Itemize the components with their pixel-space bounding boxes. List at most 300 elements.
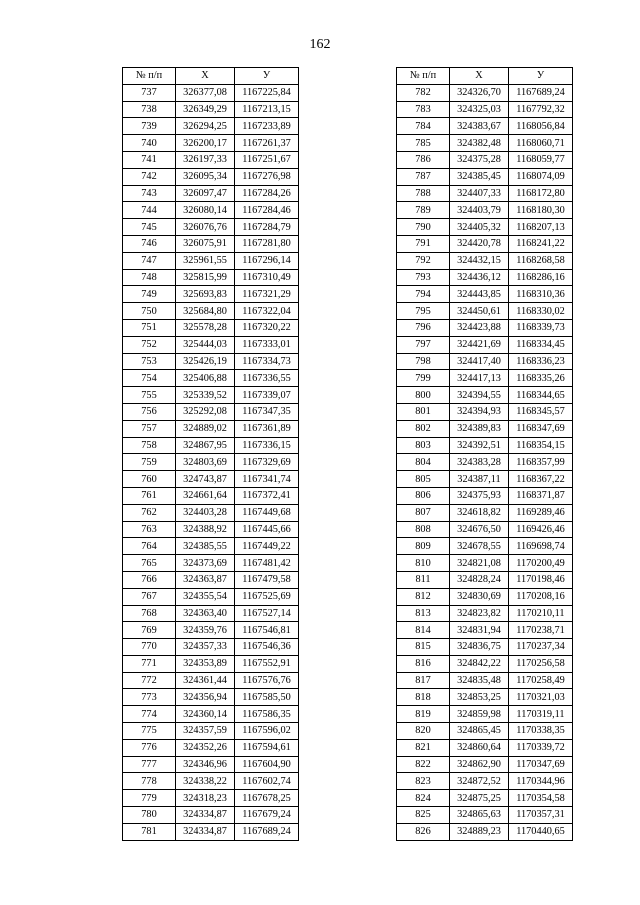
cell-x: 324618,82 bbox=[450, 504, 509, 521]
cell-y: 1168345,57 bbox=[509, 403, 573, 420]
table-row bbox=[397, 336, 573, 353]
cell-y: 1170344,96 bbox=[509, 773, 573, 790]
cell-x: 324387,11 bbox=[450, 471, 509, 488]
cell-y: 1167689,24 bbox=[509, 84, 573, 101]
cell-number: 745 bbox=[123, 219, 176, 236]
cell-x: 324389,83 bbox=[450, 420, 509, 437]
cell-number: 807 bbox=[397, 504, 450, 521]
cell-y: 1167336,55 bbox=[235, 370, 299, 387]
cell-x: 324867,95 bbox=[176, 437, 235, 454]
cell-y: 1167276,98 bbox=[235, 168, 299, 185]
cell-number: 821 bbox=[397, 739, 450, 756]
table-row bbox=[123, 219, 299, 236]
cell-y: 1167284,46 bbox=[235, 202, 299, 219]
cell-x: 326075,91 bbox=[176, 235, 235, 252]
table-row bbox=[123, 420, 299, 437]
cell-number: 785 bbox=[397, 135, 450, 152]
cell-number: 743 bbox=[123, 185, 176, 202]
cell-y: 1170210,11 bbox=[509, 605, 573, 622]
table-row bbox=[123, 471, 299, 488]
table-row bbox=[123, 588, 299, 605]
cell-y: 1167296,14 bbox=[235, 252, 299, 269]
cell-y: 1167481,42 bbox=[235, 555, 299, 572]
cell-y: 1170321,03 bbox=[509, 689, 573, 706]
cell-y: 1167320,22 bbox=[235, 319, 299, 336]
cell-number: 759 bbox=[123, 454, 176, 471]
cell-y: 1167310,49 bbox=[235, 269, 299, 286]
column-header-x: X bbox=[450, 68, 509, 85]
cell-y: 1167449,22 bbox=[235, 538, 299, 555]
cell-y: 1168334,45 bbox=[509, 336, 573, 353]
cell-number: 779 bbox=[123, 790, 176, 807]
table-row bbox=[397, 521, 573, 538]
cell-number: 768 bbox=[123, 605, 176, 622]
table-row bbox=[123, 689, 299, 706]
cell-x: 324743,87 bbox=[176, 471, 235, 488]
cell-number: 801 bbox=[397, 403, 450, 420]
column-header-x: X bbox=[176, 68, 235, 85]
cell-x: 325292,08 bbox=[176, 403, 235, 420]
cell-y: 1168344,65 bbox=[509, 387, 573, 404]
cell-y: 1168310,36 bbox=[509, 286, 573, 303]
cell-number: 815 bbox=[397, 639, 450, 656]
cell-x: 324853,25 bbox=[450, 689, 509, 706]
cell-y: 1167251,67 bbox=[235, 151, 299, 168]
cell-x: 324420,78 bbox=[450, 235, 509, 252]
cell-number: 778 bbox=[123, 773, 176, 790]
coordinates-table-right-body bbox=[397, 84, 573, 840]
cell-x: 324334,87 bbox=[176, 807, 235, 824]
cell-x: 324676,50 bbox=[450, 521, 509, 538]
cell-x: 324821,08 bbox=[450, 555, 509, 572]
table-row bbox=[397, 823, 573, 840]
cell-x: 324423,88 bbox=[450, 319, 509, 336]
cell-x: 324382,48 bbox=[450, 135, 509, 152]
cell-y: 1168207,13 bbox=[509, 219, 573, 236]
cell-x: 324678,55 bbox=[450, 538, 509, 555]
cell-x: 324432,15 bbox=[450, 252, 509, 269]
cell-number: 805 bbox=[397, 471, 450, 488]
cell-x: 324359,76 bbox=[176, 622, 235, 639]
cell-number: 802 bbox=[397, 420, 450, 437]
cell-number: 788 bbox=[397, 185, 450, 202]
cell-y: 1168336,23 bbox=[509, 353, 573, 370]
cell-number: 767 bbox=[123, 588, 176, 605]
cell-number: 812 bbox=[397, 588, 450, 605]
cell-y: 1168060,71 bbox=[509, 135, 573, 152]
cell-number: 776 bbox=[123, 739, 176, 756]
table-row bbox=[397, 487, 573, 504]
table-row bbox=[123, 101, 299, 118]
table-row bbox=[123, 790, 299, 807]
table-row bbox=[123, 437, 299, 454]
cell-x: 326377,08 bbox=[176, 84, 235, 101]
cell-number: 799 bbox=[397, 370, 450, 387]
cell-number: 782 bbox=[397, 84, 450, 101]
table-row bbox=[123, 605, 299, 622]
table-row bbox=[397, 185, 573, 202]
cell-x: 324443,85 bbox=[450, 286, 509, 303]
cell-number: 751 bbox=[123, 319, 176, 336]
cell-y: 1167333,01 bbox=[235, 336, 299, 353]
table-header-row bbox=[397, 68, 573, 85]
cell-x: 324363,40 bbox=[176, 605, 235, 622]
table-row bbox=[123, 622, 299, 639]
cell-x: 324403,79 bbox=[450, 202, 509, 219]
table-row bbox=[397, 269, 573, 286]
table-row bbox=[123, 487, 299, 504]
cell-number: 784 bbox=[397, 118, 450, 135]
cell-number: 795 bbox=[397, 303, 450, 320]
cell-y: 1167552,91 bbox=[235, 655, 299, 672]
table-row bbox=[397, 319, 573, 336]
cell-x: 326095,34 bbox=[176, 168, 235, 185]
cell-number: 738 bbox=[123, 101, 176, 118]
cell-number: 820 bbox=[397, 723, 450, 740]
cell-y: 1167321,29 bbox=[235, 286, 299, 303]
cell-number: 775 bbox=[123, 723, 176, 740]
cell-number: 789 bbox=[397, 202, 450, 219]
cell-y: 1167525,69 bbox=[235, 588, 299, 605]
cell-x: 324417,13 bbox=[450, 370, 509, 387]
cell-y: 1167546,36 bbox=[235, 639, 299, 656]
cell-number: 818 bbox=[397, 689, 450, 706]
cell-x: 326076,76 bbox=[176, 219, 235, 236]
cell-x: 324356,94 bbox=[176, 689, 235, 706]
table-row bbox=[123, 672, 299, 689]
table-row bbox=[397, 437, 573, 454]
cell-number: 781 bbox=[123, 823, 176, 840]
cell-number: 762 bbox=[123, 504, 176, 521]
cell-y: 1170440,65 bbox=[509, 823, 573, 840]
cell-number: 800 bbox=[397, 387, 450, 404]
cell-number: 774 bbox=[123, 706, 176, 723]
cell-number: 753 bbox=[123, 353, 176, 370]
cell-y: 1169289,46 bbox=[509, 504, 573, 521]
table-row bbox=[123, 639, 299, 656]
cell-y: 1167576,76 bbox=[235, 672, 299, 689]
cell-number: 806 bbox=[397, 487, 450, 504]
cell-y: 1167213,15 bbox=[235, 101, 299, 118]
cell-x: 324373,69 bbox=[176, 555, 235, 572]
cell-y: 1168059,77 bbox=[509, 151, 573, 168]
cell-x: 324403,28 bbox=[176, 504, 235, 521]
table-row bbox=[397, 555, 573, 572]
table-row bbox=[397, 504, 573, 521]
table-row bbox=[123, 773, 299, 790]
table-row bbox=[397, 706, 573, 723]
cell-x: 324394,93 bbox=[450, 403, 509, 420]
cell-x: 324823,82 bbox=[450, 605, 509, 622]
cell-y: 1170198,46 bbox=[509, 571, 573, 588]
cell-y: 1167233,89 bbox=[235, 118, 299, 135]
cell-y: 1167372,41 bbox=[235, 487, 299, 504]
table-row bbox=[397, 622, 573, 639]
cell-x: 324405,32 bbox=[450, 219, 509, 236]
cell-number: 770 bbox=[123, 639, 176, 656]
cell-y: 1168286,16 bbox=[509, 269, 573, 286]
cell-number: 756 bbox=[123, 403, 176, 420]
cell-number: 771 bbox=[123, 655, 176, 672]
cell-y: 1170354,58 bbox=[509, 790, 573, 807]
cell-number: 750 bbox=[123, 303, 176, 320]
cell-x: 324828,24 bbox=[450, 571, 509, 588]
cell-y: 1167479,58 bbox=[235, 571, 299, 588]
cell-x: 324875,25 bbox=[450, 790, 509, 807]
cell-number: 819 bbox=[397, 706, 450, 723]
coordinates-table-left bbox=[122, 67, 299, 841]
cell-x: 324326,70 bbox=[450, 84, 509, 101]
cell-x: 324357,33 bbox=[176, 639, 235, 656]
cell-y: 1167322,04 bbox=[235, 303, 299, 320]
cell-x: 324859,98 bbox=[450, 706, 509, 723]
table-row bbox=[123, 706, 299, 723]
cell-number: 757 bbox=[123, 420, 176, 437]
cell-number: 740 bbox=[123, 135, 176, 152]
cell-x: 324353,89 bbox=[176, 655, 235, 672]
cell-y: 1167678,25 bbox=[235, 790, 299, 807]
cell-x: 325961,55 bbox=[176, 252, 235, 269]
cell-y: 1170200,49 bbox=[509, 555, 573, 572]
cell-number: 739 bbox=[123, 118, 176, 135]
cell-y: 1168335,26 bbox=[509, 370, 573, 387]
cell-y: 1167347,35 bbox=[235, 403, 299, 420]
table-row bbox=[123, 723, 299, 740]
table-row bbox=[123, 454, 299, 471]
cell-y: 1170237,34 bbox=[509, 639, 573, 656]
cell-y: 1168354,15 bbox=[509, 437, 573, 454]
cell-y: 1167334,73 bbox=[235, 353, 299, 370]
table-row bbox=[397, 202, 573, 219]
cell-y: 1170347,69 bbox=[509, 756, 573, 773]
cell-number: 737 bbox=[123, 84, 176, 101]
cell-number: 809 bbox=[397, 538, 450, 555]
cell-x: 324835,48 bbox=[450, 672, 509, 689]
cell-number: 748 bbox=[123, 269, 176, 286]
table-row bbox=[397, 739, 573, 756]
cell-x: 324889,23 bbox=[450, 823, 509, 840]
cell-x: 324392,51 bbox=[450, 437, 509, 454]
table-row bbox=[397, 571, 573, 588]
cell-number: 797 bbox=[397, 336, 450, 353]
table-row bbox=[397, 370, 573, 387]
cell-x: 325693,83 bbox=[176, 286, 235, 303]
cell-y: 1170258,49 bbox=[509, 672, 573, 689]
cell-x: 324889,02 bbox=[176, 420, 235, 437]
cell-number: 772 bbox=[123, 672, 176, 689]
cell-y: 1167336,15 bbox=[235, 437, 299, 454]
table-row bbox=[397, 101, 573, 118]
column-header-number: № п/п bbox=[397, 68, 450, 85]
cell-x: 324421,69 bbox=[450, 336, 509, 353]
table-row bbox=[123, 353, 299, 370]
cell-number: 761 bbox=[123, 487, 176, 504]
cell-x: 324357,59 bbox=[176, 723, 235, 740]
cell-number: 825 bbox=[397, 807, 450, 824]
table-row bbox=[123, 403, 299, 420]
table-row bbox=[123, 303, 299, 320]
cell-x: 324360,14 bbox=[176, 706, 235, 723]
cell-number: 793 bbox=[397, 269, 450, 286]
cell-y: 1170357,31 bbox=[509, 807, 573, 824]
table-row bbox=[397, 655, 573, 672]
cell-number: 769 bbox=[123, 622, 176, 639]
coordinates-table-left-body bbox=[123, 84, 299, 840]
table-row bbox=[397, 790, 573, 807]
table-row bbox=[397, 773, 573, 790]
cell-number: 792 bbox=[397, 252, 450, 269]
cell-x: 324383,67 bbox=[450, 118, 509, 135]
table-row bbox=[397, 84, 573, 101]
cell-number: 817 bbox=[397, 672, 450, 689]
cell-number: 763 bbox=[123, 521, 176, 538]
cell-y: 1167679,24 bbox=[235, 807, 299, 824]
cell-number: 796 bbox=[397, 319, 450, 336]
cell-x: 324836,75 bbox=[450, 639, 509, 656]
table-row bbox=[397, 168, 573, 185]
table-row bbox=[123, 336, 299, 353]
cell-y: 1170339,72 bbox=[509, 739, 573, 756]
cell-y: 1167445,66 bbox=[235, 521, 299, 538]
table-header-row bbox=[123, 68, 299, 85]
table-row bbox=[123, 168, 299, 185]
table-row bbox=[123, 504, 299, 521]
cell-x: 324383,28 bbox=[450, 454, 509, 471]
cell-x: 324338,22 bbox=[176, 773, 235, 790]
cell-x: 325339,52 bbox=[176, 387, 235, 404]
cell-x: 324355,54 bbox=[176, 588, 235, 605]
cell-y: 1167602,74 bbox=[235, 773, 299, 790]
cell-y: 1170208,16 bbox=[509, 588, 573, 605]
table-row bbox=[397, 588, 573, 605]
cell-number: 786 bbox=[397, 151, 450, 168]
cell-y: 1167261,37 bbox=[235, 135, 299, 152]
table-row bbox=[397, 420, 573, 437]
column-header-number: № п/п bbox=[123, 68, 176, 85]
cell-x: 326294,25 bbox=[176, 118, 235, 135]
cell-number: 826 bbox=[397, 823, 450, 840]
table-row bbox=[123, 823, 299, 840]
cell-y: 1167339,07 bbox=[235, 387, 299, 404]
cell-y: 1167792,32 bbox=[509, 101, 573, 118]
cell-x: 324872,52 bbox=[450, 773, 509, 790]
cell-y: 1167449,68 bbox=[235, 504, 299, 521]
cell-x: 324394,55 bbox=[450, 387, 509, 404]
table-row bbox=[123, 118, 299, 135]
cell-x: 324334,87 bbox=[176, 823, 235, 840]
table-row bbox=[397, 689, 573, 706]
table-row bbox=[123, 84, 299, 101]
cell-y: 1167546,81 bbox=[235, 622, 299, 639]
table-row bbox=[123, 807, 299, 824]
cell-number: 804 bbox=[397, 454, 450, 471]
cell-x: 324831,94 bbox=[450, 622, 509, 639]
cell-number: 777 bbox=[123, 756, 176, 773]
table-row bbox=[123, 319, 299, 336]
cell-number: 810 bbox=[397, 555, 450, 572]
cell-y: 1168172,80 bbox=[509, 185, 573, 202]
cell-y: 1168056,84 bbox=[509, 118, 573, 135]
table-row bbox=[123, 387, 299, 404]
cell-x: 324388,92 bbox=[176, 521, 235, 538]
table-row bbox=[397, 538, 573, 555]
cell-y: 1167341,74 bbox=[235, 471, 299, 488]
cell-number: 791 bbox=[397, 235, 450, 252]
cell-number: 822 bbox=[397, 756, 450, 773]
table-row bbox=[397, 235, 573, 252]
cell-number: 765 bbox=[123, 555, 176, 572]
table-row bbox=[123, 655, 299, 672]
table-row bbox=[397, 723, 573, 740]
table-row bbox=[123, 269, 299, 286]
cell-number: 755 bbox=[123, 387, 176, 404]
cell-x: 326097,47 bbox=[176, 185, 235, 202]
cell-y: 1170238,71 bbox=[509, 622, 573, 639]
cell-x: 325684,80 bbox=[176, 303, 235, 320]
cell-x: 325426,19 bbox=[176, 353, 235, 370]
cell-x: 324436,12 bbox=[450, 269, 509, 286]
table-row bbox=[397, 353, 573, 370]
cell-number: 813 bbox=[397, 605, 450, 622]
cell-y: 1167361,89 bbox=[235, 420, 299, 437]
cell-y: 1167284,79 bbox=[235, 219, 299, 236]
cell-y: 1169698,74 bbox=[509, 538, 573, 555]
cell-y: 1167604,90 bbox=[235, 756, 299, 773]
cell-number: 798 bbox=[397, 353, 450, 370]
cell-number: 780 bbox=[123, 807, 176, 824]
column-header-y: У bbox=[235, 68, 299, 85]
table-row bbox=[397, 252, 573, 269]
cell-number: 816 bbox=[397, 655, 450, 672]
cell-y: 1168330,02 bbox=[509, 303, 573, 320]
cell-number: 824 bbox=[397, 790, 450, 807]
cell-number: 742 bbox=[123, 168, 176, 185]
cell-x: 325578,28 bbox=[176, 319, 235, 336]
cell-x: 324325,03 bbox=[450, 101, 509, 118]
cell-y: 1168357,99 bbox=[509, 454, 573, 471]
cell-y: 1168339,73 bbox=[509, 319, 573, 336]
cell-number: 758 bbox=[123, 437, 176, 454]
table-row bbox=[397, 454, 573, 471]
cell-y: 1167329,69 bbox=[235, 454, 299, 471]
table-row bbox=[123, 235, 299, 252]
cell-number: 808 bbox=[397, 521, 450, 538]
cell-y: 1167689,24 bbox=[235, 823, 299, 840]
cell-y: 1167281,80 bbox=[235, 235, 299, 252]
cell-number: 747 bbox=[123, 252, 176, 269]
cell-x: 324407,33 bbox=[450, 185, 509, 202]
table-row bbox=[123, 151, 299, 168]
cell-x: 324361,44 bbox=[176, 672, 235, 689]
cell-y: 1168268,58 bbox=[509, 252, 573, 269]
cell-y: 1168074,09 bbox=[509, 168, 573, 185]
cell-y: 1168371,87 bbox=[509, 487, 573, 504]
cell-x: 324346,96 bbox=[176, 756, 235, 773]
table-row bbox=[123, 571, 299, 588]
cell-x: 326349,29 bbox=[176, 101, 235, 118]
table-row bbox=[397, 219, 573, 236]
cell-y: 1170338,35 bbox=[509, 723, 573, 740]
cell-number: 760 bbox=[123, 471, 176, 488]
cell-y: 1167596,02 bbox=[235, 723, 299, 740]
cell-x: 324862,90 bbox=[450, 756, 509, 773]
cell-x: 324375,28 bbox=[450, 151, 509, 168]
table-row bbox=[397, 807, 573, 824]
table-row bbox=[123, 538, 299, 555]
table-row bbox=[397, 403, 573, 420]
cell-x: 324450,61 bbox=[450, 303, 509, 320]
cell-x: 324417,40 bbox=[450, 353, 509, 370]
